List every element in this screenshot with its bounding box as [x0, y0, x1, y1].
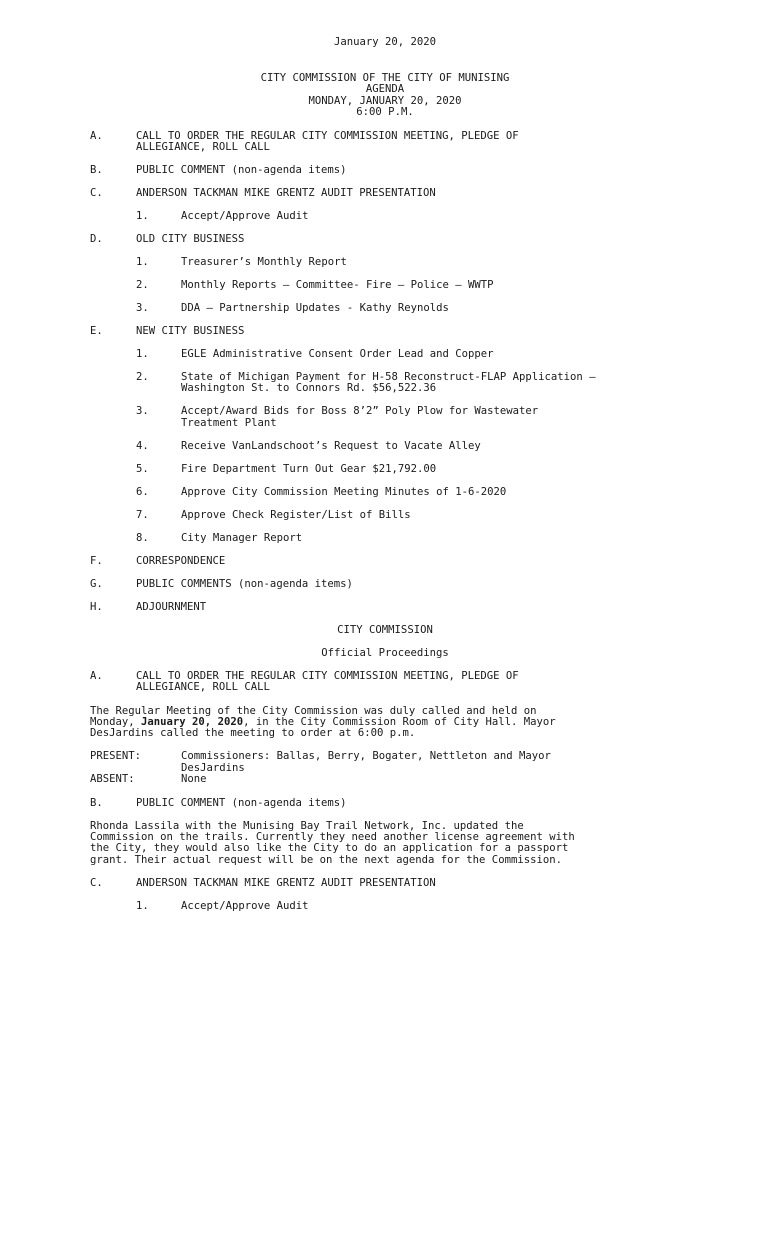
agenda-e-item-num: 1. [136, 348, 149, 360]
proceedings-c-item-num: 1. [136, 900, 149, 912]
agenda-e-item-text: State of Michigan Payment for H-58 Reconstruct-FLAP Application – [181, 371, 596, 383]
agenda-a-line: CALL TO ORDER THE REGULAR CITY COMMISSION MEETING, PLEDGE OF [136, 130, 519, 142]
proceedings-c-item-text: Accept/Approve Audit [181, 900, 309, 912]
proceedings-c-letter: C. [90, 877, 103, 889]
meeting-date: January 20, 2020 [141, 716, 244, 728]
agenda-c-text: ANDERSON TACKMAN MIKE GRENTZ AUDIT PRESENTATION [136, 187, 436, 199]
document-date: January 20, 2020 [333, 36, 437, 48]
proceedings-a-letter: A. [90, 670, 103, 682]
agenda-title-line: CITY COMMISSION OF THE CITY OF MUNISING [260, 72, 510, 84]
absent-label: ABSENT: [90, 773, 135, 785]
present-label: PRESENT: [90, 750, 142, 762]
agenda-e-item-num: 3. [136, 405, 149, 417]
agenda-e-item-num: 2. [136, 371, 149, 383]
agenda-e-item-text: Treatment Plant [181, 417, 277, 429]
agenda-e-item-num: 8. [136, 532, 149, 544]
agenda-e-letter: E. [90, 325, 103, 337]
agenda-g-text: PUBLIC COMMENTS (non-agenda items) [136, 578, 353, 590]
agenda-e-item-text: Receive VanLandschoot’s Request to Vacate Alley [181, 440, 481, 452]
public-comment-line: grant. Their actual request will be on the next agenda for the Commission. [90, 854, 562, 866]
agenda-d-item-num: 3. [136, 302, 149, 314]
proceedings-c-text: ANDERSON TACKMAN MIKE GRENTZ AUDIT PRESENTATION [136, 877, 436, 889]
agenda-c-item-text: Accept/Approve Audit [181, 210, 309, 222]
agenda-e-item-text: City Manager Report [181, 532, 303, 544]
agenda-e-item-num: 5. [136, 463, 149, 475]
proceedings-a-line: ALLEGIANCE, ROLL CALL [136, 681, 270, 693]
present-value: Commissioners: Ballas, Berry, Bogater, Nettleton and Mayor [181, 750, 551, 762]
agenda-title-line: AGENDA [365, 83, 405, 95]
call-to-order-line: The Regular Meeting of the City Commission was duly called and held on [90, 705, 537, 717]
agenda-e-item-text: Fire Department Turn Out Gear $21,792.00 [181, 463, 437, 475]
agenda-b-text: PUBLIC COMMENT (non-agenda items) [136, 164, 347, 176]
agenda-d-item-text: DDA – Partnership Updates - Kathy Reynolds [181, 302, 449, 314]
agenda-e-item-text: EGLE Administrative Consent Order Lead and Copper [181, 348, 494, 360]
agenda-e-item-text: Approve City Commission Meeting Minutes of 1-6-2020 [181, 486, 507, 498]
agenda-e-item-num: 4. [136, 440, 149, 452]
agenda-e-item-num: 7. [136, 509, 149, 521]
agenda-d-item-text: Monthly Reports – Committee- Fire – Police – WWTP [181, 279, 494, 291]
agenda-g-letter: G. [90, 578, 103, 590]
agenda-c-letter: C. [90, 187, 103, 199]
proceedings-b-letter: B. [90, 797, 103, 809]
agenda-title-line: MONDAY, JANUARY 20, 2020 [308, 95, 462, 107]
agenda-d-item-text: Treasurer’s Monthly Report [181, 256, 347, 268]
agenda-d-text: OLD CITY BUSINESS [136, 233, 245, 245]
agenda-e-item-text: Accept/Award Bids for Boss 8’2” Poly Plow for Wastewater [181, 405, 539, 417]
agenda-a-line: ALLEGIANCE, ROLL CALL [136, 141, 270, 153]
proceedings-subheading: Official Proceedings [321, 647, 449, 659]
agenda-d-letter: D. [90, 233, 103, 245]
agenda-e-item-num: 6. [136, 486, 149, 498]
agenda-b-letter: B. [90, 164, 103, 176]
call-to-order-text: , in the City Commission Room of City Hall. Mayor [243, 716, 556, 728]
agenda-e-text: NEW CITY BUSINESS [136, 325, 245, 337]
agenda-f-letter: F. [90, 555, 103, 567]
proceedings-heading: CITY COMMISSION [337, 624, 433, 636]
agenda-d-item-num: 1. [136, 256, 149, 268]
agenda-h-letter: H. [90, 601, 103, 613]
agenda-c-item-num: 1. [136, 210, 149, 222]
agenda-title-line: 6:00 P.M. [356, 106, 414, 118]
agenda-h-text: ADJOURNMENT [136, 601, 207, 613]
agenda-title [0, 69, 770, 138]
call-to-order-text: Monday, [90, 716, 142, 728]
agenda-f-text: CORRESPONDENCE [136, 555, 226, 567]
public-comment-line: the City, they would also like the City to do an application for a passport [90, 842, 569, 854]
call-to-order-line: DesJardins called the meeting to order at 6:00 p.m. [90, 727, 416, 739]
present-value: DesJardins [181, 762, 245, 774]
proceedings-b-text: PUBLIC COMMENT (non-agenda items) [136, 797, 347, 809]
agenda-a-letter: A. [90, 130, 103, 142]
agenda-e-item-text: Approve Check Register/List of Bills [181, 509, 411, 521]
agenda-e-item-text: Washington St. to Connors Rd. $56,522.36 [181, 382, 437, 394]
agenda-d-item-num: 2. [136, 279, 149, 291]
proceedings-a-line: CALL TO ORDER THE REGULAR CITY COMMISSION MEETING, PLEDGE OF [136, 670, 519, 682]
public-comment-line: Commission on the trails. Currently they need another license agreement with [90, 831, 575, 843]
public-comment-line: Rhonda Lassila with the Munising Bay Trail Network, Inc. updated the [90, 820, 524, 832]
absent-value: None [181, 773, 207, 785]
